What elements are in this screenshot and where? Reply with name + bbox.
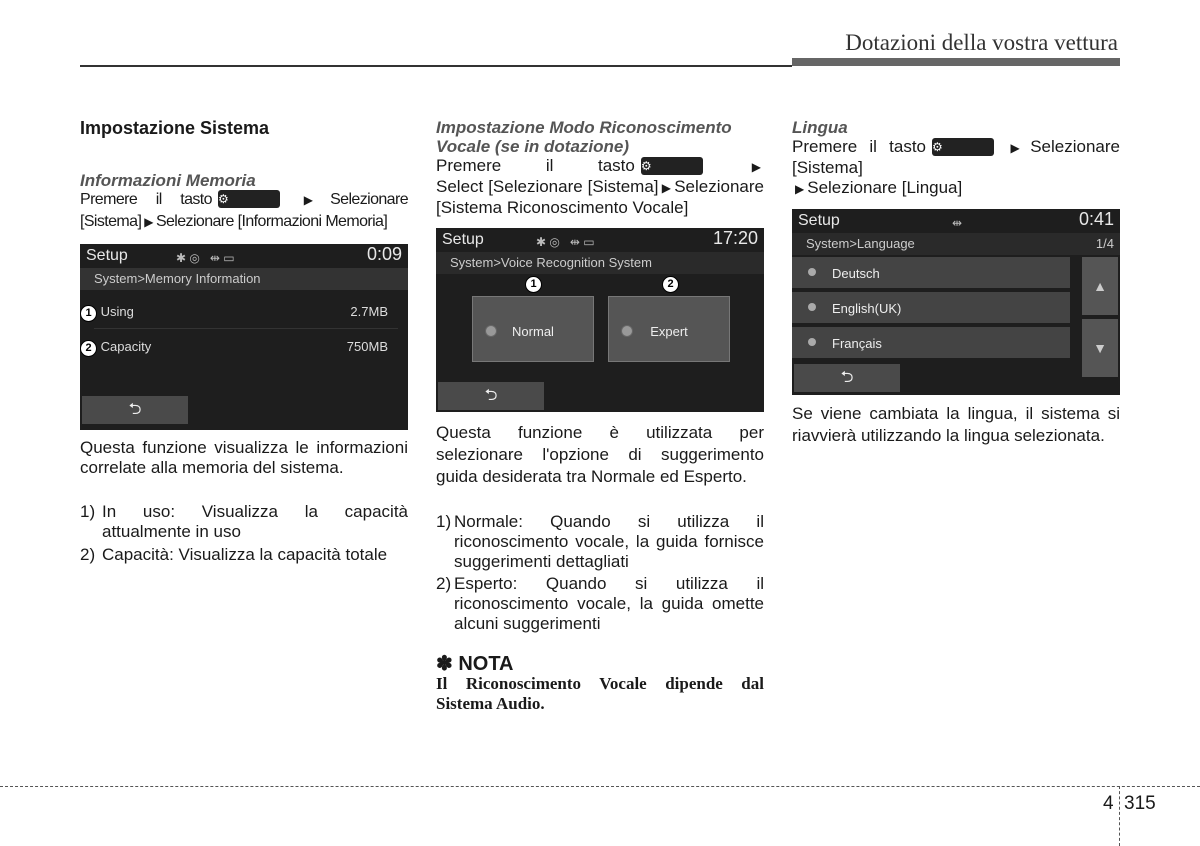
- status-icons: ✱ ◎ ⇹ ▭: [536, 235, 595, 249]
- memory-row-using: 1 Using 2.7MB: [80, 302, 398, 322]
- triangle-icon: ▶: [144, 215, 153, 229]
- memory-info-screen: [80, 244, 408, 430]
- subsection-heading: Informazioni Memoria: [80, 171, 256, 190]
- screen-path: System>Memory Information: [80, 268, 408, 290]
- back-button[interactable]: [82, 396, 188, 424]
- scroll-down-button[interactable]: [1082, 319, 1118, 377]
- back-icon: ⮌: [128, 401, 142, 418]
- radio-icon: [808, 338, 816, 346]
- screen-clock: 17:20: [712, 228, 758, 248]
- language-item-deutsch[interactable]: Deutsch: [792, 257, 1070, 288]
- item-list: [436, 512, 764, 634]
- description-paragraph: Questa funzione è utilizzata per selezionare l'opzione di suggerimento guida desiderata tra Normale ed Esperto.: [436, 423, 764, 486]
- radio-icon: [808, 268, 816, 276]
- row-label: Capacity: [100, 339, 152, 354]
- instruction-line: Premere il tasto ⚙ ▶: [436, 156, 761, 175]
- list-item: 2) Capacità: Visualizza la capacità totale: [80, 545, 388, 564]
- setup-key-icon: ⚙: [218, 190, 280, 208]
- description-paragraph: Questa funzione visualizza le informazioni correlate alla memoria del sistema.: [80, 438, 408, 477]
- column-voice-recognition: [436, 110, 764, 714]
- footer-dashed-divider: [1119, 786, 1120, 846]
- triangle-icon: ▶: [661, 181, 672, 195]
- note-heading: ✽ NOTA: [436, 653, 514, 675]
- list-item: 1) Normale: Quando si utilizza il riconoscimento vocale, la guida fornisce suggerimenti dettagliati: [436, 512, 764, 571]
- screen-title: Setup: [442, 231, 484, 248]
- instruction-line-2: Select [Selezionare [Sistema] ▶ Selezionare [Sistema Riconoscimento Vocale]: [436, 177, 764, 217]
- instruction-line-2: ▶ Selezionare [Lingua]: [795, 178, 963, 197]
- language-screen: [792, 209, 1120, 395]
- triangle-icon: ▶: [711, 160, 761, 174]
- triangle-icon: ▶: [288, 193, 328, 207]
- option-expert-button[interactable]: Expert: [608, 296, 730, 362]
- screen-clock: 0:41: [1078, 209, 1114, 229]
- callout-1: 1: [525, 276, 542, 293]
- back-button[interactable]: [794, 364, 900, 392]
- column-language: [792, 110, 1120, 447]
- description-paragraph: Se viene cambiata la lingua, il sistema si riavvierà utilizzando la lingua selezionata.: [792, 404, 1120, 445]
- voice-recognition-screen: [436, 228, 764, 412]
- language-item-francais[interactable]: Français: [792, 327, 1070, 358]
- instruction-line: Premere il tasto ⚙ ▶ Selezionare: [80, 191, 408, 208]
- list-item: 2) Esperto: Quando si utilizza il riconoscimento vocale, la guida omette alcuni suggerimenti: [436, 574, 764, 633]
- note-text: Il Riconoscimento Vocale dipende dal Sistema Audio.: [436, 674, 764, 713]
- triangle-icon: ▶: [1003, 141, 1028, 155]
- row-value: 2.7MB: [350, 304, 388, 319]
- column-memory-info: [80, 110, 408, 565]
- setup-key-icon: ⚙: [641, 157, 703, 175]
- header-rule: [80, 65, 792, 67]
- instruction-line: Premere il tasto ⚙ ▶ Selezionare [Sistema]: [792, 137, 1120, 177]
- footer-dashed-rule: [0, 786, 1200, 787]
- screen-path: System>Voice Recognition System: [436, 252, 764, 274]
- divider: [94, 328, 398, 329]
- triangle-icon: ▶: [795, 182, 805, 196]
- screen-title: Setup: [798, 212, 840, 229]
- setup-key-icon: ⚙: [932, 138, 994, 156]
- item-list: [80, 502, 408, 565]
- back-icon: ⮌: [840, 369, 854, 386]
- row-value: 750MB: [346, 339, 388, 354]
- up-arrow-icon: ▲: [1093, 278, 1107, 294]
- section-heading: Impostazione Sistema: [80, 118, 270, 138]
- subsection-heading: Lingua: [792, 118, 848, 137]
- back-icon: ⮌: [484, 387, 498, 404]
- status-icons: ✱ ◎ ⇹ ▭: [176, 251, 235, 265]
- down-arrow-icon: ▼: [1093, 340, 1107, 356]
- back-button[interactable]: [438, 382, 544, 410]
- chapter-number: 4: [1103, 793, 1114, 814]
- screen-title: Setup: [86, 247, 128, 264]
- scroll-up-button[interactable]: [1082, 257, 1118, 315]
- page-header-title: Dotazioni della vostra vettura: [845, 30, 1118, 55]
- header-rule-bar: [792, 58, 1120, 66]
- radio-icon: [808, 303, 816, 311]
- screen-clock: 0:09: [366, 244, 402, 264]
- page-number: 315: [1124, 793, 1156, 814]
- usb-icon: ⇹: [952, 216, 963, 230]
- row-label: Using: [100, 304, 134, 319]
- list-item: 1) In uso: Visualizza la capacità attualmente in uso: [80, 502, 408, 541]
- memory-row-capacity: 2 Capacity 750MB: [80, 337, 398, 357]
- screen-path: System>Language 1/4: [792, 233, 1120, 255]
- language-item-english[interactable]: English(UK): [792, 292, 1070, 323]
- page-indicator: 1/4: [1095, 236, 1114, 251]
- subsection-heading: Impostazione Modo Riconoscimento Vocale (se in dotazione): [436, 118, 732, 156]
- instruction-line-2: [Sistema] ▶ Selezionare [Informazioni Memoria]: [80, 213, 388, 230]
- callout-2: 2: [662, 276, 679, 293]
- option-normal-button[interactable]: Normal: [472, 296, 594, 362]
